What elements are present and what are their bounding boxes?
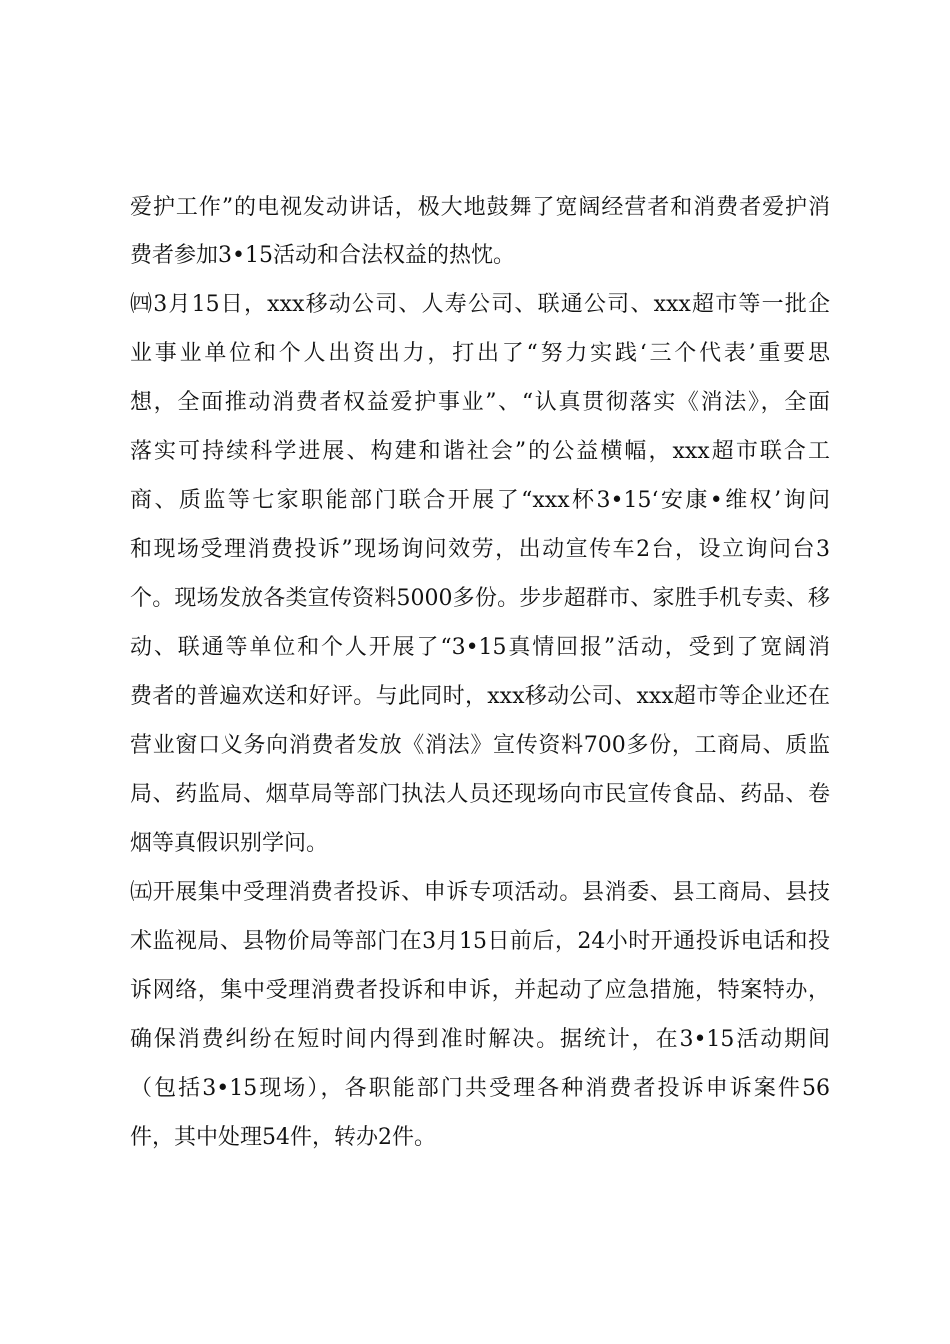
text-line: 和现场受理消费投诉”现场询问效劳，出动宣传车2台，设立询问台3 bbox=[130, 537, 830, 562]
text-line: 动、联通等单位和个人开展了“3•15真情回报”活动，受到了宽阔消 bbox=[130, 635, 830, 660]
text-line: 费者的普遍欢送和好评。与此同时，xxx移动公司、xxx超市等企业还在 bbox=[130, 684, 830, 709]
text-line: 商、质监等七家职能部门联合开展了“xxx杯3•15‘安康•维权’询问 bbox=[130, 488, 830, 513]
text-line: 术监视局、县物价局等部门在3月15日前后，24小时开通投诉电话和投 bbox=[130, 929, 830, 954]
text-line: ㈣3月15日，xxx移动公司、人寿公司、联通公司、xxx超市等一批企 bbox=[130, 292, 830, 317]
text-line: 诉网络，集中受理消费者投诉和申诉，并起动了应急措施，特案特办， bbox=[130, 978, 830, 1003]
text-line: 爱护工作”的电视发动讲话，极大地鼓舞了宽阔经营者和消费者爱护消 bbox=[130, 195, 830, 220]
text-line: 费者参加3•15活动和合法权益的热忱。 bbox=[130, 243, 515, 268]
text-line: 确保消费纠纷在短时间内得到准时解决。据统计，在3•15活动期间 bbox=[130, 1027, 830, 1052]
text-line: 营业窗口义务向消费者发放《消法》宣传资料700多份，工商局、质监 bbox=[130, 733, 830, 758]
text-line: 落实可持续科学进展、构建和谐社会”的公益横幅，xxx超市联合工 bbox=[130, 439, 830, 464]
text-line: 个。现场发放各类宣传资料5000多份。步步超群市、家胜手机专卖、移 bbox=[130, 586, 830, 611]
text-line: ㈤开展集中受理消费者投诉、申诉专项活动。县消委、县工商局、县技 bbox=[130, 880, 830, 905]
text-line: 业事业单位和个人出资出力，打出了“努力实践‘三个代表’重要思 bbox=[130, 341, 830, 366]
text-line: 想，全面推动消费者权益爱护事业”、“认真贯彻落实《消法》，全面 bbox=[130, 390, 830, 415]
text-line: 件，其中处理54件，转办2件。 bbox=[130, 1125, 436, 1150]
text-line: （包括3•15现场），各职能部门共受理各种消费者投诉申诉案件56 bbox=[130, 1076, 830, 1101]
text-line: 烟等真假识别学问。 bbox=[130, 831, 329, 856]
text-line: 局、药监局、烟草局等部门执法人员还现场向市民宣传食品、药品、卷 bbox=[130, 782, 830, 807]
